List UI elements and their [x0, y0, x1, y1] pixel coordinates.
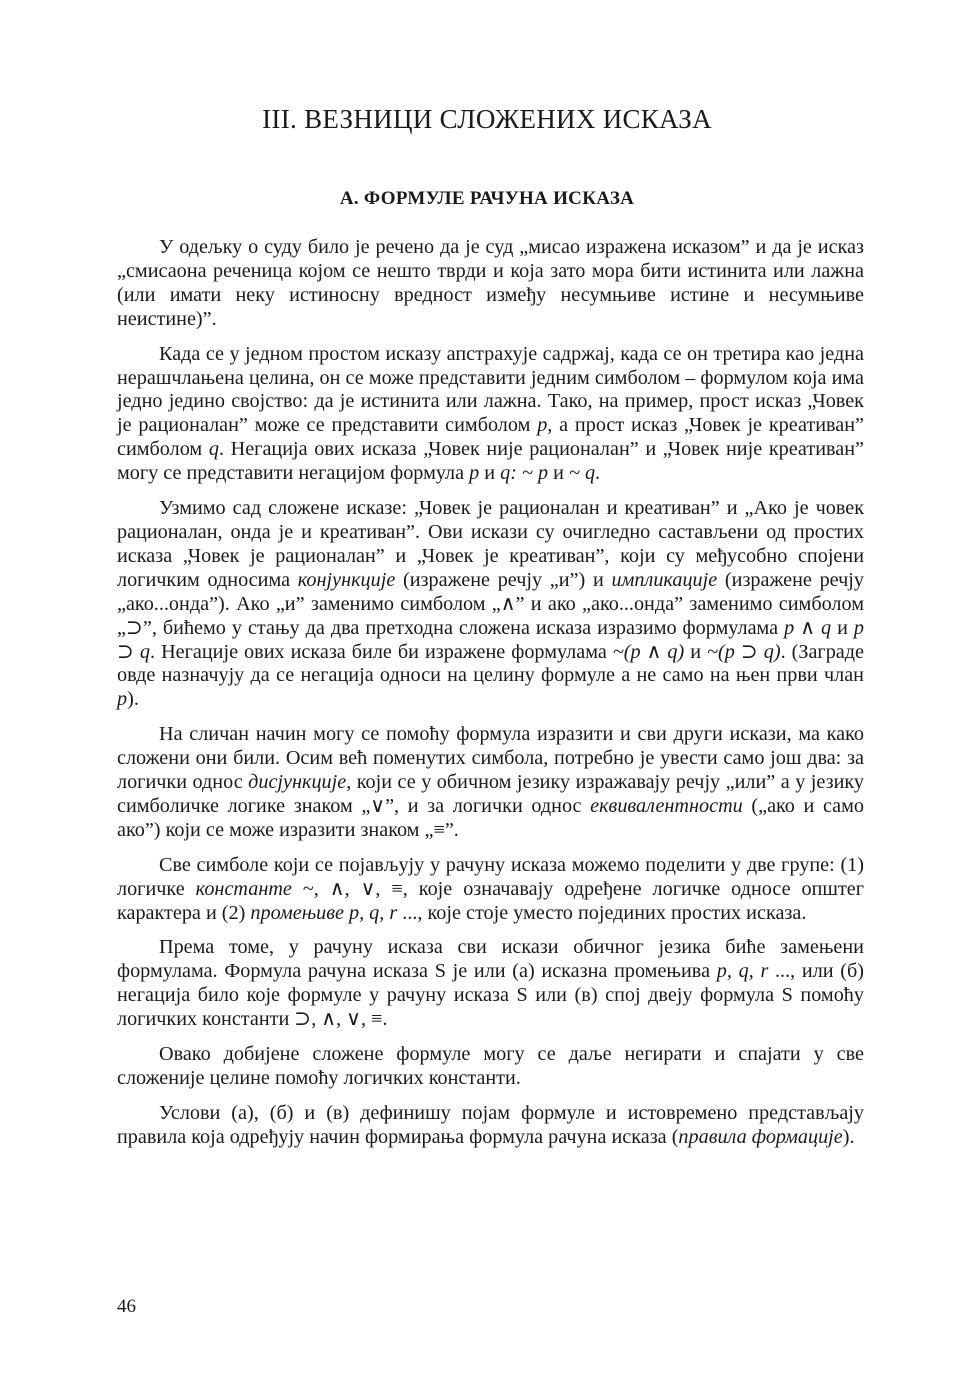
formula-implication: p ⊃ q: [117, 616, 864, 663]
page-number: 46: [117, 1296, 136, 1317]
symbol-p: p: [117, 688, 128, 711]
term-equivalence: еквивалентности: [590, 794, 743, 817]
symbol-q: q: [208, 438, 219, 461]
paragraph-8: Услови (а), (б) и (в) дефинишу појам формуле и истовремено представљају правила која одређују начин формирања формула рачуна исказа (правила формације).: [117, 1101, 864, 1148]
section-title: А. ФОРМУЛЕ РАЧУНА ИСКАЗА: [339, 188, 635, 209]
formula-neg-implication: ~(p ⊃ q): [707, 640, 781, 663]
paragraph-5: Све симболе који се појављују у рачуну исказа можемо поделити у две групе: (1) логичке константе ~, ∧, ∨, ≡, које означавају одређене логичке односе општег карактера и (2) промењиве p, q, r ..., које стоје уместо појединих простих исказа.: [117, 853, 865, 924]
term-constants: константе: [195, 877, 292, 900]
paragraph-1: У одељку о суду било је речено да је суд „мисао изражена исказом” и да је исказ „смисаона реченица којом се нешто тврди и која зато мора бити истинита или лажна (или имати неку истиносну вредност између несумњиве истине и несумњиве неистине)”.: [117, 236, 864, 330]
formula-neg-p: q: ~ p: [500, 462, 549, 485]
formula-neg-conjunction: ~(p ∧ q): [612, 640, 685, 663]
paragraph-4: На сличан начин могу се помоћу формула изразити и сви други искази, ма како сложени они били. Осим већ поменутих симбола, потребно је увести само још два: за логички однос дисјункције, који се у обичном језику изражавају речју „или” а у језику симболичке логике знаком „∨”, и за логички однос еквивалентности („ако и само ако”) који се може изразити знаком „≡”.: [117, 723, 865, 841]
term-conjunction: конјункције: [297, 568, 396, 591]
chapter-title: III. ВЕЗНИЦИ СЛОЖЕНИХ ИСКАЗА: [262, 104, 712, 134]
formula-neg-q: ~ q: [568, 462, 596, 485]
paragraph-6: Према томе, у рачуну исказа сви искази обичног језика биће замењени формулама. Формула рачуна исказа S је или (а) исказна промењива p, q, r ..., или (б) негација било које формуле у рачуну исказа S или (в) спој двеју формула S помоћу логичких константи ⊃, ∧, ∨, ≡.: [117, 936, 864, 1031]
term-variables: промењиве p, q, r: [250, 901, 398, 924]
formula-conjunction: p ∧ q: [784, 616, 832, 639]
term-disjunction: дисјункције: [248, 771, 347, 794]
term-implication: импликације: [611, 568, 718, 591]
symbol-p: p: [537, 414, 548, 437]
variables-list: p, q, r: [716, 960, 769, 983]
paragraph-3: Узмимо сад сложене исказе: „Човек је рационалан и креативан” и „Ако је човек рационалан, онда је и креативан”. Ови искази су очигледно састављени од простих исказа „Човек је рационалан” и „Човек је креативан”, који су међусобно спојени логичким односима конјункције (изражене речју „и”) и импликације (изражене речју „ако...онда”). Ако „и” заменимо симболом „∧” и ако „ако...онда” заменимо симболом „⊃”, бићемо у стању да два претходна сложена исказа изразимо формулама p ∧ q и p ⊃ q. Негације ових исказа биле би изражене формулама ~(p ∧ q) и ~(p ⊃ q). (Заграде овде назначују да се негација односи на целину формуле а не само на њен први члан p).: [117, 497, 864, 711]
body-text: [117, 236, 864, 1161]
term-formation-rules: правила формације: [678, 1125, 843, 1148]
symbol-p: p: [469, 462, 480, 485]
paragraph-7: Овако добијене сложене формуле могу се даље негирати и спајати у све сложеније целине помоћу логичких константи.: [117, 1043, 864, 1089]
paragraph-2: Када се у једном простом исказу апстрахује садржај, када се он третира као једна нерашчлањена целина, он се може представити једним симболом – формулом која има једно једино својство: да је истинита или лажна. Тако, на пример, прост исказ „Човек је рационалан” може се представити симболом p, а прост исказ „Човек је креативан” симболом q. Негација ових исказа „Човек није рационалан” и „Човек није креативан” могу се представити негацијом формула p и q: ~ p и ~ q.: [117, 342, 864, 485]
